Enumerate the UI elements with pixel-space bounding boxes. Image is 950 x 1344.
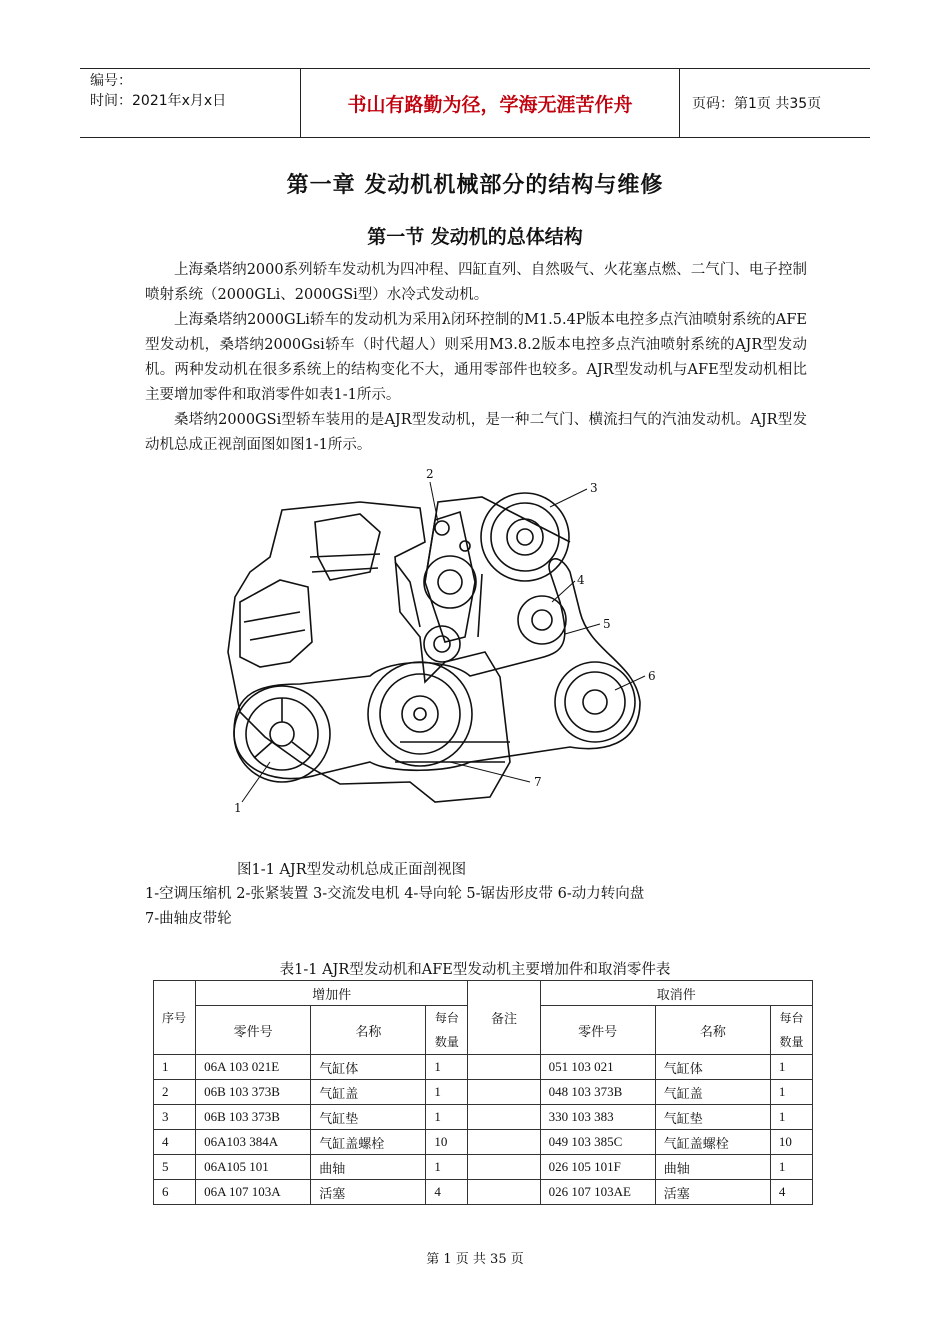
table-header-row	[154, 981, 813, 1006]
col-header-added-qty: 每台数量	[426, 1006, 468, 1055]
paragraph-3: 桑塔纳2000GSi型轿车装用的是AJR型发动机，是一种二气门、横流扫气的汽油发动机。AJR型发动机总成正视剖面图如图1-1所示。	[145, 412, 807, 453]
cell-no: 4	[154, 1130, 196, 1155]
callout-7: 7	[534, 775, 542, 789]
cell-added-name: 活塞	[311, 1180, 426, 1205]
cell-remark	[468, 1130, 540, 1155]
cell-removed-name: 气缸盖螺栓	[655, 1130, 770, 1155]
cell-added-qty: 1	[426, 1105, 468, 1130]
cell-added-name: 气缸盖螺栓	[311, 1130, 426, 1155]
cell-added-part-no: 06A 107 103A	[196, 1180, 311, 1205]
paragraph-1: 上海桑塔纳2000系列轿车发动机为四冲程、四缸直列、自然吸气、火花塞点燃、二气门、电子控制喷射系统（2000GLi、2000GSi型）水冷式发动机。	[145, 262, 807, 303]
cell-no: 5	[154, 1155, 196, 1180]
time-label: 时间：2021年x月x日	[90, 93, 227, 109]
cell-added-name: 气缸垫	[311, 1105, 426, 1130]
cell-removed-qty: 10	[770, 1130, 812, 1155]
cell-removed-qty: 1	[770, 1105, 812, 1130]
cell-removed-name: 气缸垫	[655, 1105, 770, 1130]
figure-caption: 图1-1 AJR型发动机总成正面剖视图	[237, 862, 467, 878]
table-row	[154, 1155, 813, 1180]
cell-remark	[468, 1105, 540, 1130]
table-row	[154, 1105, 813, 1130]
cell-removed-part-no: 026 107 103AE	[540, 1180, 655, 1205]
cell-no: 2	[154, 1080, 196, 1105]
col-header-removed-name: 名称	[655, 1006, 770, 1055]
cell-no: 1	[154, 1055, 196, 1080]
paragraph-2: 上海桑塔纳2000GLi轿车的发动机为采用λ闭环控制的M1.5.4P版本电控多点汽油喷射系统的AFE型发动机，桑塔纳2000Gsi轿车（时代超人）则采用M3.8.2版本电控多点汽油喷射系统的AJR型发动机。两种发动机在很多系统上的结构变化不大，通用零部件也较多。AJR型发动机与AFE型发动机相比主要增加零件和取消零件如表1-1所示。	[145, 312, 807, 403]
table-row	[154, 1080, 813, 1105]
cell-added-part-no: 06B 103 373B	[196, 1105, 311, 1130]
cell-removed-qty: 1	[770, 1155, 812, 1180]
engine-diagram	[220, 462, 670, 822]
cell-remark	[468, 1055, 540, 1080]
cell-added-qty: 4	[426, 1180, 468, 1205]
cell-no: 6	[154, 1180, 196, 1205]
header-motto: 书山有路勤为径，学海无涯苦作舟	[301, 69, 680, 137]
cell-remark	[468, 1155, 540, 1180]
cell-added-qty: 1	[426, 1080, 468, 1105]
col-header-removed-qty: 每台数量	[770, 1006, 812, 1055]
cell-added-part-no: 06B 103 373B	[196, 1080, 311, 1105]
cell-removed-name: 活塞	[655, 1180, 770, 1205]
cell-removed-part-no: 048 103 373B	[540, 1080, 655, 1105]
col-group-added: 增加件	[196, 981, 468, 1006]
section-title: 第一节 发动机的总体结构	[367, 226, 583, 248]
table-row	[154, 1130, 813, 1155]
header-page-info: 页码：第1页 共35页	[692, 96, 822, 112]
cell-removed-qty: 1	[770, 1055, 812, 1080]
cell-removed-part-no: 330 103 383	[540, 1105, 655, 1130]
page-header	[80, 68, 870, 138]
cell-remark	[468, 1080, 540, 1105]
cell-added-part-no: 06A 103 021E	[196, 1055, 311, 1080]
parts-table	[153, 980, 813, 1205]
callout-3: 3	[590, 481, 598, 495]
table-caption: 表1-1 AJR型发动机和AFE型发动机主要增加件和取消零件表	[279, 962, 671, 978]
callout-5: 5	[603, 617, 611, 631]
table-row	[154, 1055, 813, 1080]
cell-remark	[468, 1180, 540, 1205]
chapter-title: 第一章 发动机机械部分的结构与维修	[286, 173, 664, 198]
cell-removed-qty: 1	[770, 1080, 812, 1105]
cell-removed-part-no: 049 103 385C	[540, 1130, 655, 1155]
cell-added-part-no: 06A105 101	[196, 1155, 311, 1180]
cell-added-name: 曲轴	[311, 1155, 426, 1180]
cell-added-qty: 10	[426, 1130, 468, 1155]
cell-removed-part-no: 051 103 021	[540, 1055, 655, 1080]
col-group-removed: 取消件	[540, 981, 812, 1006]
table-row	[154, 1180, 813, 1205]
callout-2: 2	[426, 467, 434, 481]
cell-added-name: 气缸盖	[311, 1080, 426, 1105]
cell-removed-part-no: 026 105 101F	[540, 1155, 655, 1180]
cell-added-name: 气缸体	[311, 1055, 426, 1080]
code-label: 编号：	[90, 73, 132, 89]
header-meta	[80, 69, 301, 137]
cell-removed-qty: 4	[770, 1180, 812, 1205]
col-header-added-name: 名称	[311, 1006, 426, 1055]
cell-removed-name: 气缸盖	[655, 1080, 770, 1105]
page-footer: 第 1 页 共 35 页	[426, 1252, 524, 1267]
col-header-remark: 备注	[468, 981, 540, 1055]
callout-6: 6	[648, 669, 656, 683]
cell-removed-name: 曲轴	[655, 1155, 770, 1180]
cell-no: 3	[154, 1105, 196, 1130]
col-header-no: 序号	[154, 981, 196, 1055]
cell-added-qty: 1	[426, 1155, 468, 1180]
cell-added-part-no: 06A103 384A	[196, 1130, 311, 1155]
cell-added-qty: 1	[426, 1055, 468, 1080]
legend-line-2: 7-曲轴皮带轮	[145, 911, 232, 927]
col-header-removed-part-no: 零件号	[540, 1006, 655, 1055]
callout-1: 1	[234, 801, 242, 815]
callout-4: 4	[577, 573, 585, 587]
legend-line-1: 1-空调压缩机 2-张紧装置 3-交流发电机 4-导向轮 5-锯齿形皮带 6-动力转向盘	[145, 886, 645, 902]
figure-legend	[145, 882, 815, 932]
col-header-added-part-no: 零件号	[196, 1006, 311, 1055]
cell-removed-name: 气缸体	[655, 1055, 770, 1080]
